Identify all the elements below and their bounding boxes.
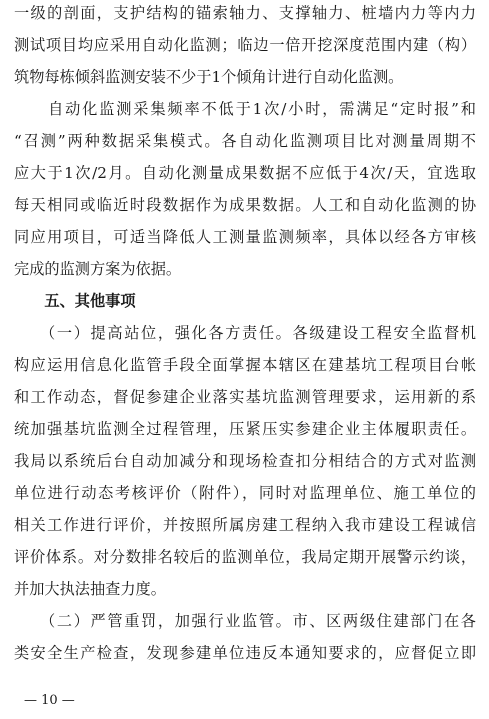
body-line: 评价体系。对分数排名较后的监测单位，我局定期开展警示约谈， bbox=[14, 548, 476, 566]
body-line: 相关工作进行评价，并按照所属房建工程纳入我市建设工程诚信 bbox=[14, 516, 476, 534]
page-number: — 10 — bbox=[24, 693, 75, 708]
body-line: （二）严管重罚，加强行业监管。市、区两级住建部门在各 bbox=[14, 612, 476, 630]
body-line: “召测”两种数据采集模式。各自动化监测项目比对测量周期不 bbox=[14, 132, 476, 150]
body-line: （一）提高站位，强化各方责任。各级建设工程安全监督机 bbox=[14, 324, 476, 342]
body-line: 单位进行动态考核评价（附件），同时对监理单位、施工单位的 bbox=[14, 484, 476, 502]
body-line: 和工作动态，督促参建企业落实基坑监测管理要求，运用新的系 bbox=[14, 388, 476, 406]
body-line: 完成的监测方案为依据。 bbox=[14, 260, 182, 278]
body-line: 我局以系统后台自动加减分和现场检查扣分相结合的方式对监测 bbox=[14, 452, 476, 470]
body-line: 每天相同或临近时段数据作为成果数据。人工和自动化监测的协 bbox=[14, 196, 476, 214]
body-line: 自动化监测采集频率不低于1次/小时，需满足“定时报”和 bbox=[14, 100, 476, 118]
section-heading: 五、其他事项 bbox=[14, 292, 136, 310]
body-line: 测试项目均应采用自动化监测；临边一倍开挖深度范围内建（构） bbox=[14, 36, 476, 54]
body-line: 同应用项目，可适当降低人工测量监测频率，具体以经各方审核 bbox=[14, 228, 476, 246]
body-line: 统加强基坑监测全过程管理，压紧压实参建企业主体履职责任。 bbox=[14, 420, 476, 438]
body-line: 并加大执法抽查力度。 bbox=[14, 580, 166, 598]
body-line: 构应运用信息化监管手段全面掌握本辖区在建基坑工程项目台帐 bbox=[14, 356, 476, 374]
body-line: 筑物每栋倾斜监测安装不少于1个倾角计进行自动化监测。 bbox=[14, 68, 404, 86]
body-line: 应大于1次/2月。自动化测量成果数据不应低于4次/天，宜选取 bbox=[14, 164, 476, 182]
body-line: 类安全生产检查，发现参建单位违反本通知要求的，应督促立即 bbox=[14, 644, 476, 662]
body-line: 一级的剖面，支护结构的锚索轴力、支撑轴力、桩墙内力等内力 bbox=[14, 4, 476, 22]
